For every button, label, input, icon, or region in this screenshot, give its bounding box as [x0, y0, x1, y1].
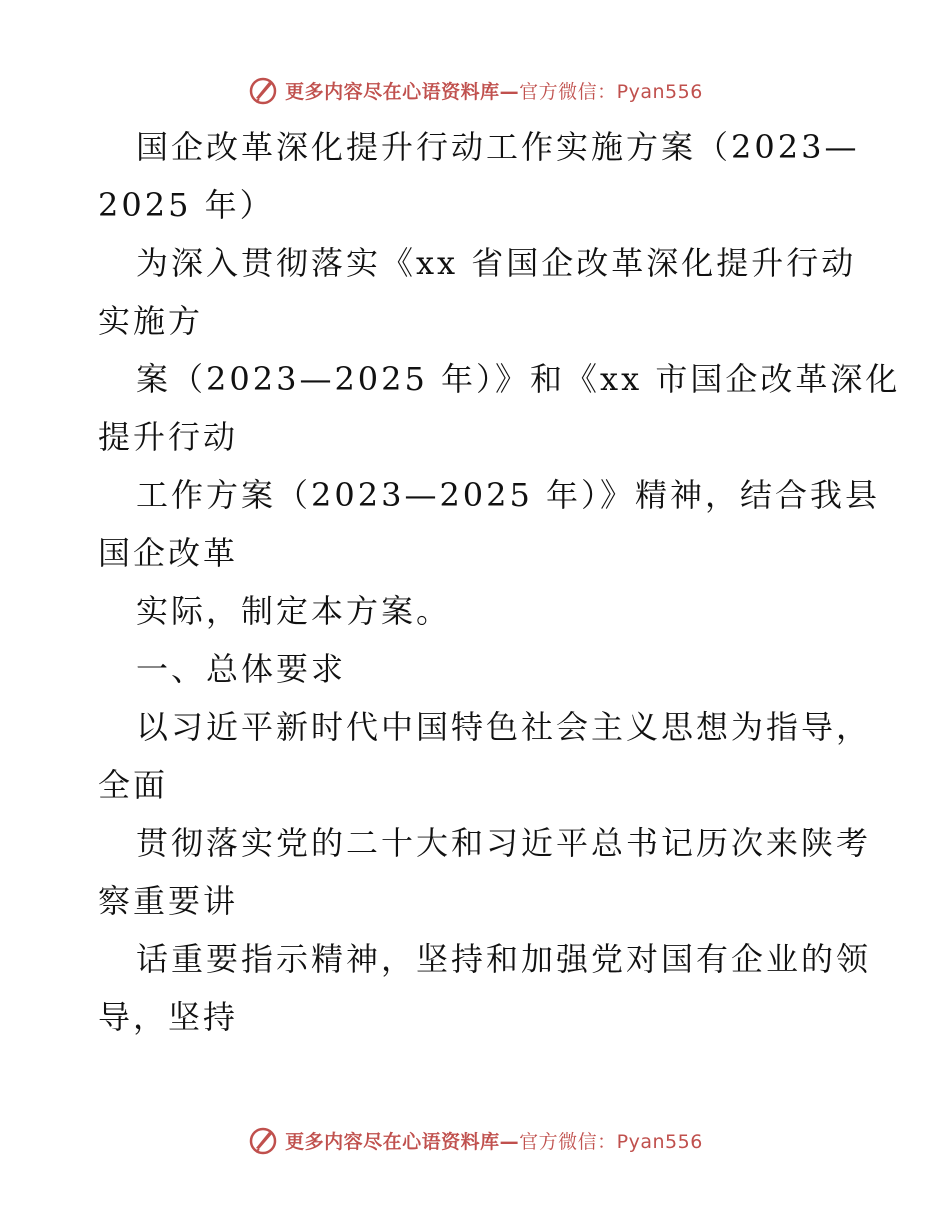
document-line: 为深入贯彻落实《xx 省国企改革深化提升行动 [136, 244, 857, 282]
document-line: 导，坚持 [98, 998, 239, 1036]
document-line: 国企改革深化提升行动工作实施方案（2023— [136, 128, 860, 166]
document-line: 贯彻落实党的二十大和习近平总书记历次来陕考 [136, 824, 872, 862]
header-watermark [0, 70, 950, 110]
document-line: 话重要指示精神，坚持和加强党对国有企业的领 [136, 940, 872, 978]
document-line: 提升行动 [98, 418, 239, 456]
feather-pen-logo-icon [247, 74, 279, 106]
document-line: 以习近平新时代中国特色社会主义思想为指导， [136, 708, 872, 746]
watermark-text: 更多内容尽在心语资料库—官方微信：Pyan556 [285, 80, 703, 103]
document-line: 国企改革 [98, 534, 239, 572]
document-line: 2025 年） [98, 186, 275, 224]
document-line: 一、总体要求 [136, 650, 347, 688]
document-line: 案（2023—2025 年）》和《xx 市国企改革深化 [136, 360, 901, 398]
document-line: 实际，制定本方案。 [136, 592, 452, 630]
document-line: 察重要讲 [98, 882, 239, 920]
document-body [98, 118, 901, 1046]
feather-pen-logo-icon [247, 1124, 279, 1156]
footer-watermark [0, 1120, 950, 1160]
watermark-text: 更多内容尽在心语资料库—官方微信：Pyan556 [285, 1130, 703, 1153]
document-line: 工作方案（2023—2025 年）》精神，结合我县 [136, 476, 881, 514]
document-line: 实施方 [98, 302, 204, 340]
document-line: 全面 [98, 766, 169, 804]
